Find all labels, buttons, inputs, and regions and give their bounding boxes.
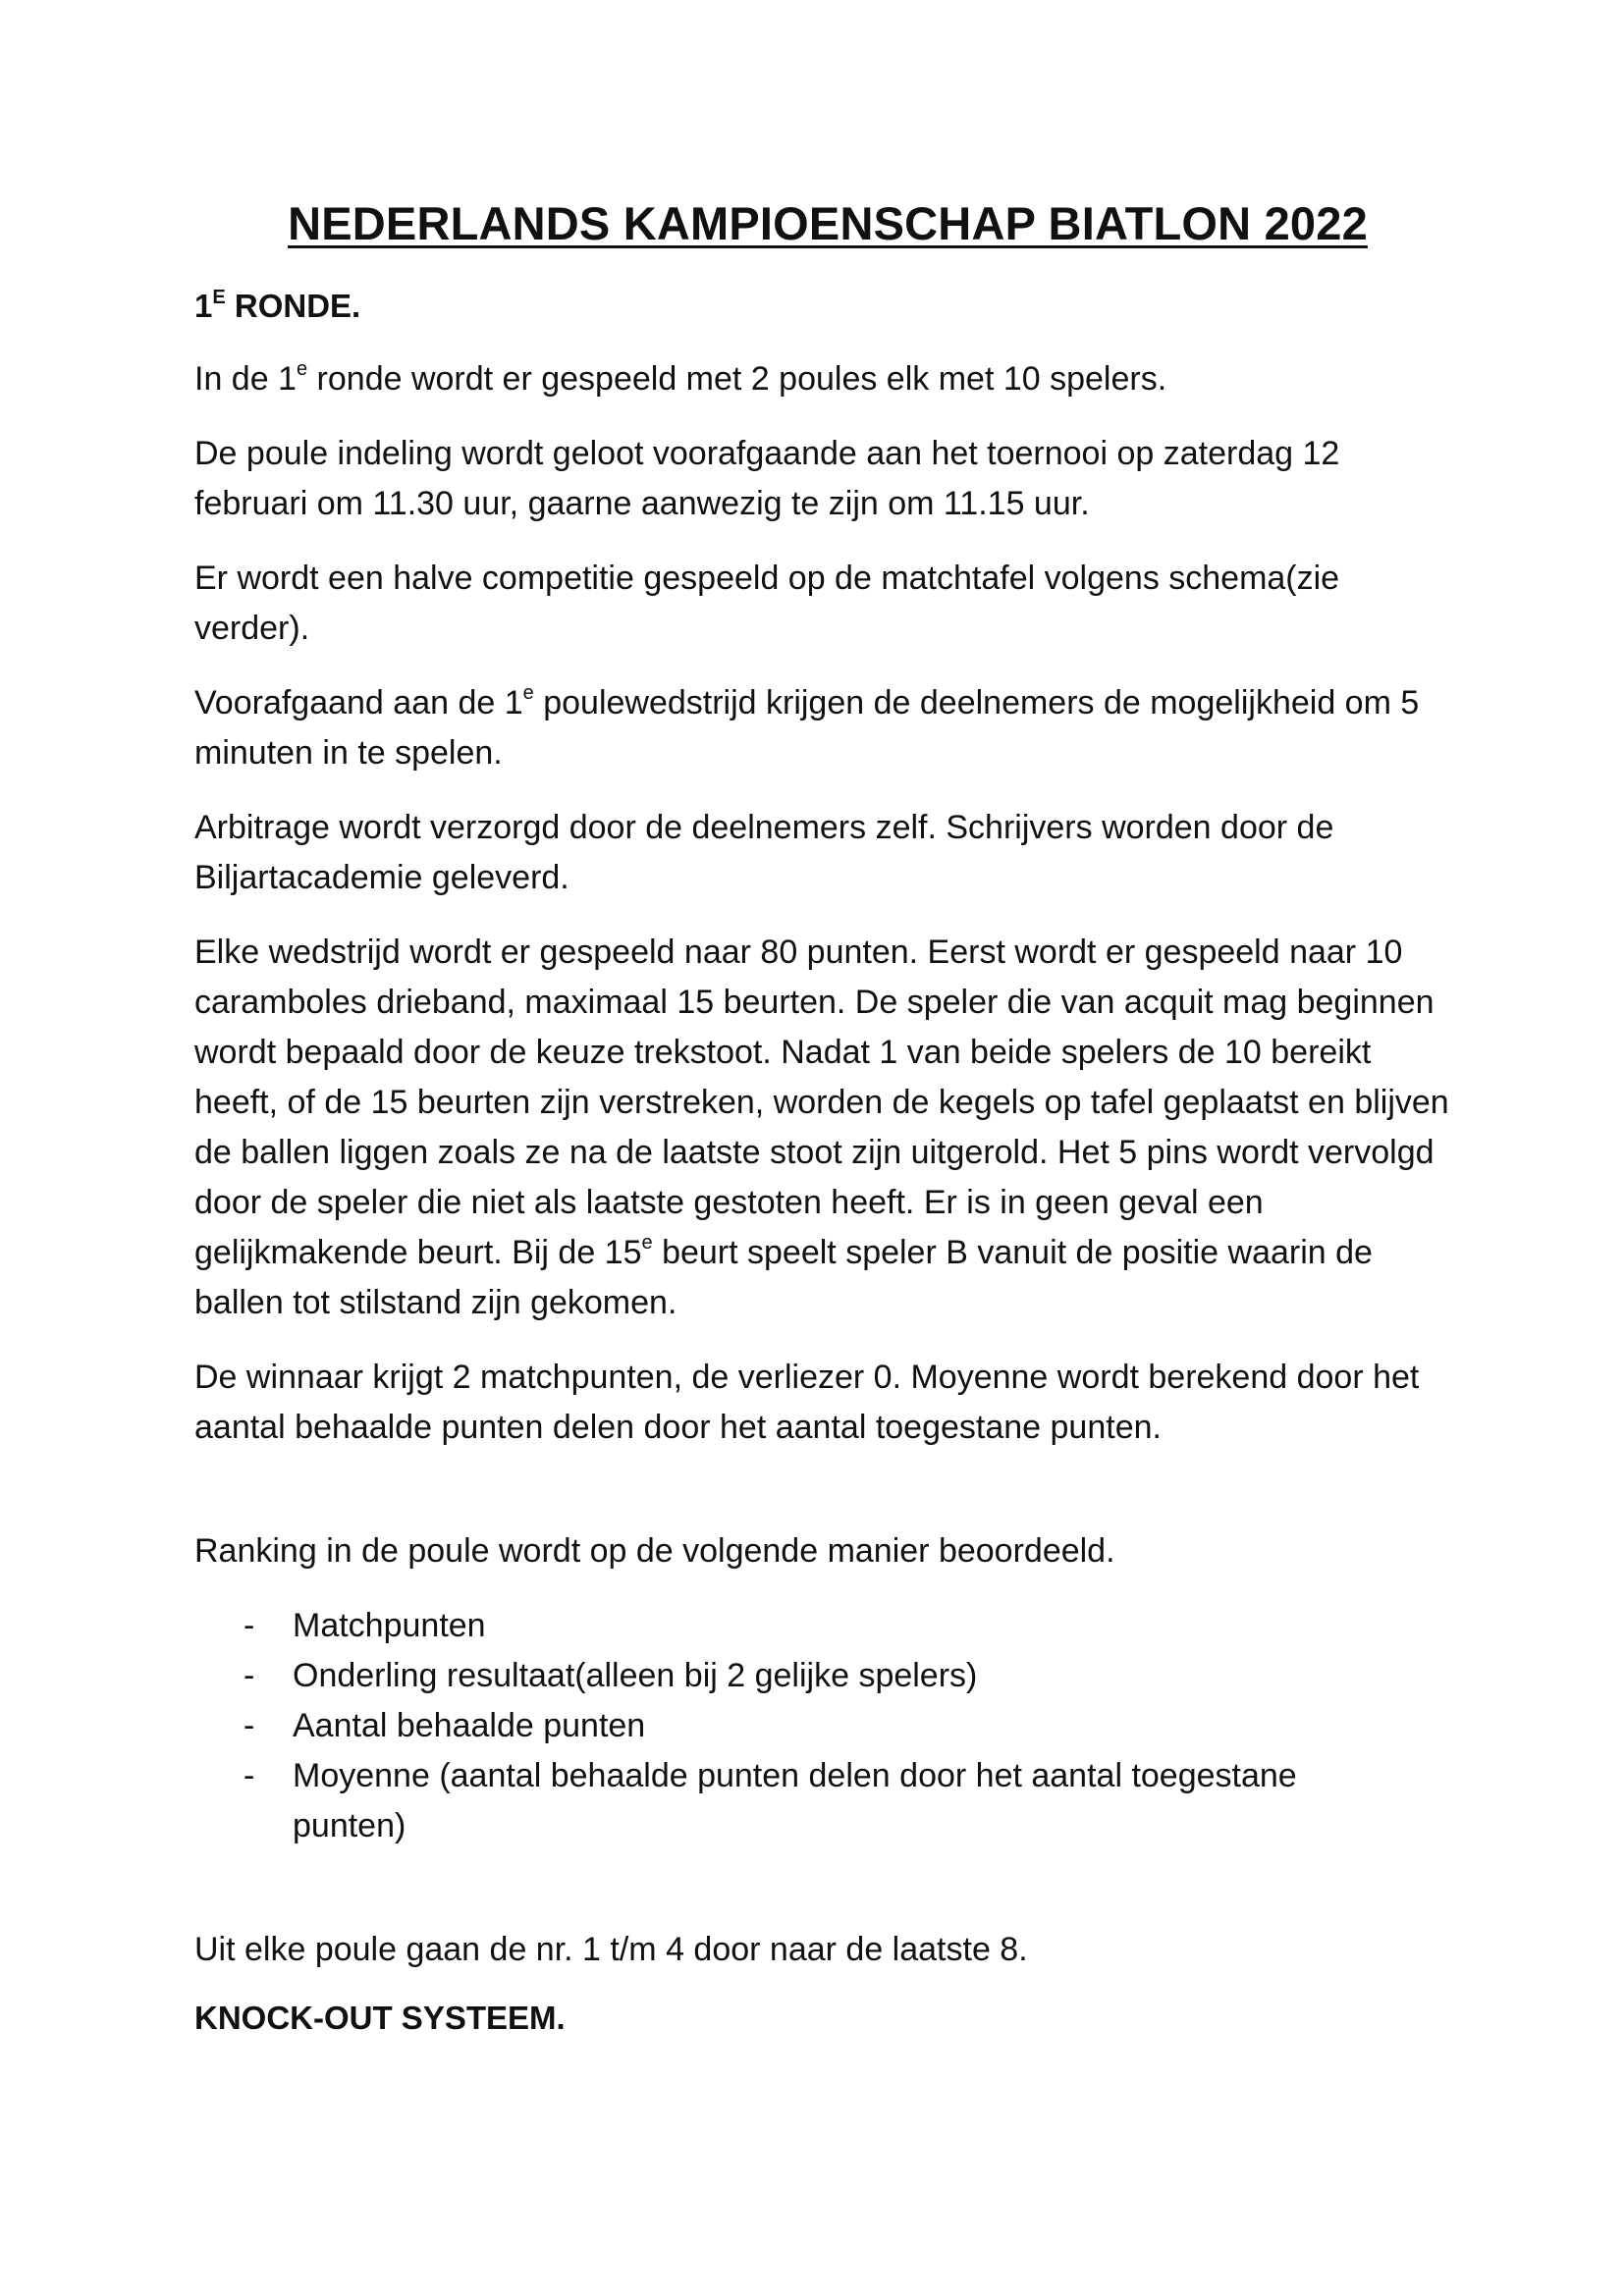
list-bullet: - [244, 1757, 255, 1794]
paragraph-match-rules-superscript: e [641, 1232, 653, 1254]
paragraph-arbitration: Arbitrage wordt verzorgd door de deelnemers zelf. Schrijvers worden door de Biljartacademie geleverd. [194, 809, 1334, 896]
paragraph-draw: De poule indeling wordt geloot voorafgaande aan het toernooi op zaterdag 12 februari om 11.30 uur, gaarne aanwezig te zijn om 11.15 uur. [194, 435, 1340, 522]
paragraph-scoring: De winnaar krijgt 2 matchpunten, de verliezer 0. Moyenne wordt berekend door het aantal behaalde punten delen door het aantal toegestane punten. [194, 1359, 1420, 1446]
list-bullet: - [244, 1707, 255, 1744]
ranking-list-item [194, 1751, 1461, 1851]
ranking-list-item [194, 1701, 1461, 1751]
paragraph-match-rules-text-a: Elke wedstrijd wordt er gespeeld naar 80 punten. Eerst wordt er gespeeld naar 10 caramboles drieband, maximaal 15 beurten. De speler die van acquit mag beginnen wordt bepaald door de keuze trekstoot. Nadat 1 van beide spelers de 10 bereikt heeft, of de 15 beurten zijn verstreken, worden de kegels op tafel geplaatst en blijven de ballen liggen zoals ze na de laatste stoot zijn uitgerold. Het 5 pins wordt vervolgd door de speler die niet als laatste gestoten heeft. Er is in geen geval een gelijkmakende beurt. Bij de 15 [194, 934, 1449, 1271]
round-1-heading [194, 288, 1461, 325]
list-bullet: - [244, 1607, 255, 1644]
paragraph-poules-superscript: e [296, 358, 308, 380]
ranking-item-text: Matchpunten [293, 1607, 486, 1644]
spacer [194, 1876, 1461, 1925]
paragraph-poules [194, 354, 1461, 404]
paragraph-competition: Er wordt een halve competitie gespeeld op de matchtafel volgens schema(zie verder). [194, 560, 1340, 647]
paragraph-match-rules-text-b: beurt speelt speler B vanuit de positie waarin de ballen tot stilstand zijn gekomen. [194, 1234, 1373, 1321]
ranking-item-text: Onderling resultaat(alleen bij 2 gelijke spelers) [293, 1657, 978, 1694]
paragraph-advance: Uit elke poule gaan de nr. 1 t/m 4 door naar de laatste 8. [194, 1931, 1028, 1968]
knockout-heading: KNOCK-OUT SYSTEEM. [194, 2000, 566, 2036]
list-bullet: - [244, 1657, 255, 1694]
ranking-list-item [194, 1651, 1461, 1701]
paragraph-warmup [194, 678, 1461, 778]
spacer [194, 1477, 1461, 1526]
ranking-list-item [194, 1601, 1461, 1651]
ranking-item-text: Moyenne (aantal behaalde punten delen door het aantal toegestane punten) [293, 1757, 1297, 1844]
round-1-heading-text: RONDE. [225, 288, 361, 324]
document-title: NEDERLANDS KAMPIOENSCHAP BIATLON 2022 [288, 197, 1368, 249]
paragraph-warmup-superscript: e [522, 682, 534, 704]
paragraph-match-rules [194, 928, 1461, 1328]
document-page [194, 196, 1461, 2066]
paragraph-warmup-text-b: poulewedstrijd krijgen de deelnemers de mogelijkheid om 5 minuten in te spelen. [194, 684, 1420, 772]
paragraph-poules-text-a: In de 1 [194, 360, 297, 398]
paragraph-poules-text-b: ronde wordt er gespeeld met 2 poules elk met 10 spelers. [307, 360, 1167, 398]
ranking-item-text: Aantal behaalde punten [293, 1707, 646, 1744]
ranking-list [194, 1601, 1461, 1851]
ranking-intro: Ranking in de poule wordt op de volgende manier beoordeeld. [194, 1532, 1115, 1570]
paragraph-warmup-text-a: Voorafgaand aan de 1 [194, 684, 523, 721]
round-1-heading-superscript: E [212, 287, 226, 308]
round-1-heading-number: 1 [194, 288, 213, 324]
